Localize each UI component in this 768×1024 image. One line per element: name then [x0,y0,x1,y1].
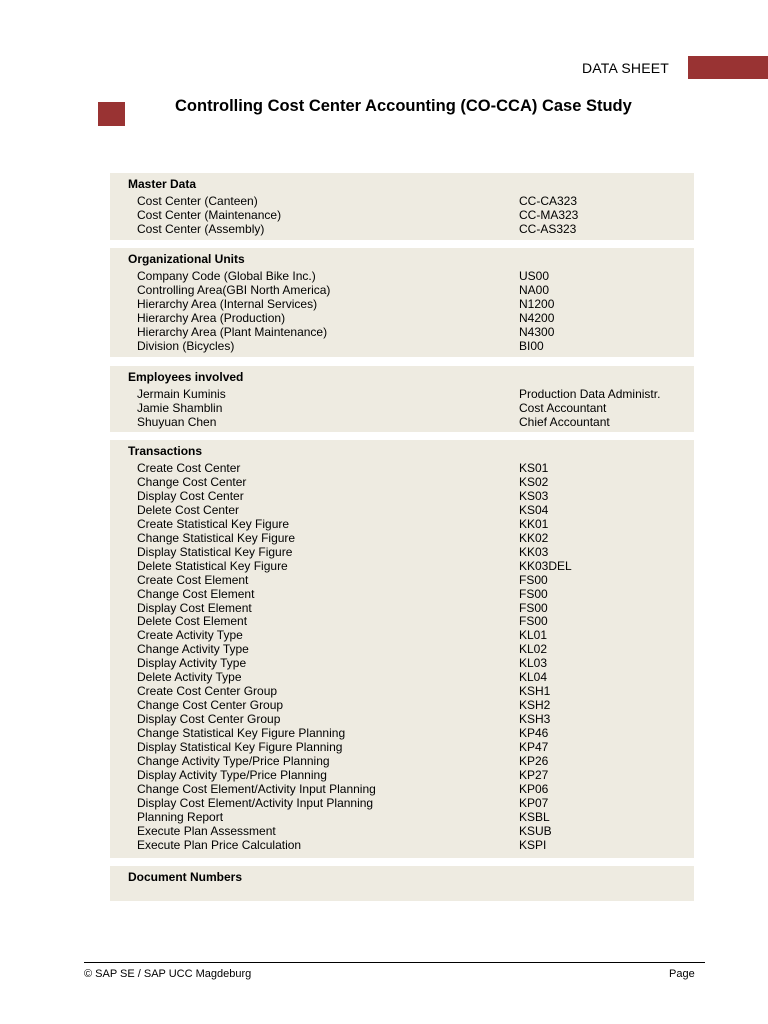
row-value: KS04 [519,502,549,517]
row-label: Display Cost Element [137,600,252,615]
row-label: Display Activity Type/Price Planning [137,767,327,782]
table-row [137,712,694,726]
header-accent-bar [688,56,768,79]
row-value: KSH3 [519,712,551,727]
table-row [137,415,694,429]
table-row [137,475,694,489]
row-label: Cost Center (Canteen) [137,194,258,208]
table-row [137,824,694,838]
row-value: KS03 [519,488,549,503]
row-value: N1200 [519,296,555,311]
table-row [137,754,694,768]
row-label: Change Cost Center Group [137,698,284,713]
row-value: N4200 [519,310,555,325]
row-value: KP47 [519,740,549,754]
row-value: KL02 [519,642,548,657]
footer-page-label: Page [669,968,695,980]
title-accent-square [98,102,125,126]
row-label: Hierarchy Area (Internal Services) [137,296,318,311]
table-row [137,796,694,810]
row-label: Cost Center (Assembly) [137,221,265,236]
table-row [137,601,694,615]
row-value: KSH2 [519,698,551,713]
row-value: FS00 [519,572,548,587]
row-value: FS00 [519,614,548,629]
row-label: Display Cost Element/Activity Input Planning [137,795,374,810]
table-row [137,387,694,401]
table-row [137,517,694,531]
table-row [137,222,694,236]
row-label: Jermain Kuminis [137,387,226,401]
row-value: KSH1 [519,684,551,699]
table-row [137,656,694,670]
row-label: Display Statistical Key Figure Planning [137,740,343,754]
section-title: Organizational Units [128,252,245,266]
row-value: BI00 [519,338,544,353]
table-row [137,838,694,852]
section-title: Employees involved [128,370,244,384]
table-row [137,489,694,503]
row-label: Execute Plan Assessment [137,823,276,838]
section-document-numbers [110,866,694,901]
table-row [137,614,694,628]
row-label: Company Code (Global Bike Inc.) [137,269,316,283]
section-organizational-units [110,248,694,357]
row-value: KS01 [519,461,549,475]
row-label: Delete Cost Element [137,614,248,629]
table-row [137,559,694,573]
row-label: Create Cost Center Group [137,684,278,699]
row-value: KL03 [519,656,548,671]
table-row [137,208,694,222]
row-value: KP06 [519,781,549,796]
row-value: KL01 [519,628,548,643]
row-label: Change Cost Element [137,586,255,601]
row-value: Production Data Administr. [519,387,661,401]
row-value: KK02 [519,530,549,545]
row-label: Hierarchy Area (Plant Maintenance) [137,324,328,339]
table-row [137,297,694,311]
table-row [137,698,694,712]
row-label: Change Statistical Key Figure Planning [137,726,346,741]
row-label: Display Cost Center Group [137,712,281,727]
table-row [137,325,694,339]
row-value: CC-AS323 [519,221,577,236]
row-label: Display Activity Type [137,656,247,671]
data-sheet-label: DATA SHEET [582,60,670,76]
table-row [137,545,694,559]
row-label: Delete Statistical Key Figure [137,558,288,573]
row-value: US00 [519,269,550,283]
table-row [137,573,694,587]
row-label: Controlling Area(GBI North America) [137,282,331,297]
footer-divider [84,962,705,963]
row-label: Change Cost Element/Activity Input Planning [137,781,376,796]
row-label: Cost Center (Maintenance) [137,207,282,222]
row-label: Execute Plan Price Calculation [137,837,302,852]
row-value: KK01 [519,516,549,531]
table-row [137,642,694,656]
table-row [137,503,694,517]
row-value: KSPI [519,837,547,852]
table-row [137,684,694,698]
section-master-data [110,173,694,240]
row-value: Chief Accountant [519,414,610,429]
table-row [137,628,694,642]
row-label: Change Activity Type/Price Planning [137,753,330,768]
row-label: Create Cost Center [137,461,241,475]
table-row [137,587,694,601]
row-value: KS02 [519,474,549,489]
row-label: Create Statistical Key Figure [137,516,290,531]
row-label: Change Activity Type [137,642,249,657]
row-value: FS00 [519,586,548,601]
table-row [137,339,694,353]
row-value: KP27 [519,767,549,782]
table-row [137,269,694,283]
row-label: Change Statistical Key Figure [137,530,296,545]
document-title: Controlling Cost Center Accounting (CO-CCA) Case Study [175,97,632,115]
row-label: Planning Report [137,809,224,824]
row-label: Display Cost Center [137,488,244,503]
row-value: KP07 [519,795,549,810]
section-title: Transactions [128,444,203,458]
section-employees-involved [110,366,694,432]
table-row [137,782,694,796]
row-label: Hierarchy Area (Production) [137,310,286,325]
table-row [137,531,694,545]
table-row [137,194,694,208]
table-row [137,401,694,415]
row-value: Cost Accountant [519,400,607,415]
row-value: FS00 [519,600,548,615]
section-title: Master Data [128,177,197,191]
table-row [137,461,694,475]
row-label: Create Activity Type [137,628,243,643]
section-title: Document Numbers [128,870,243,884]
row-label: Change Cost Center [137,474,247,489]
row-value: KL04 [519,670,548,685]
row-value: KK03DEL [519,558,572,573]
row-value: KP26 [519,753,549,768]
row-value: N4300 [519,324,555,339]
table-row [137,283,694,297]
row-value: KP46 [519,726,549,741]
row-label: Delete Cost Center [137,502,240,517]
row-label: Shuyuan Chen [137,414,217,429]
row-label: Create Cost Element [137,572,249,587]
section-transactions [110,440,694,858]
row-value: KK03 [519,544,549,559]
row-value: KSUB [519,823,552,838]
footer-copyright: © SAP SE / SAP UCC Magdeburg [84,968,252,980]
row-label: Division (Bicycles) [137,338,235,353]
table-row [137,810,694,824]
table-row [137,311,694,325]
row-value: CC-CA323 [519,194,578,208]
row-value: KSBL [519,809,550,824]
table-row [137,670,694,684]
row-value: NA00 [519,282,550,297]
row-label: Delete Activity Type [137,670,242,685]
row-label: Jamie Shamblin [137,400,223,415]
row-label: Display Statistical Key Figure [137,544,293,559]
row-value: CC-MA323 [519,207,579,222]
table-row [137,768,694,782]
table-row [137,726,694,740]
table-row [137,740,694,754]
